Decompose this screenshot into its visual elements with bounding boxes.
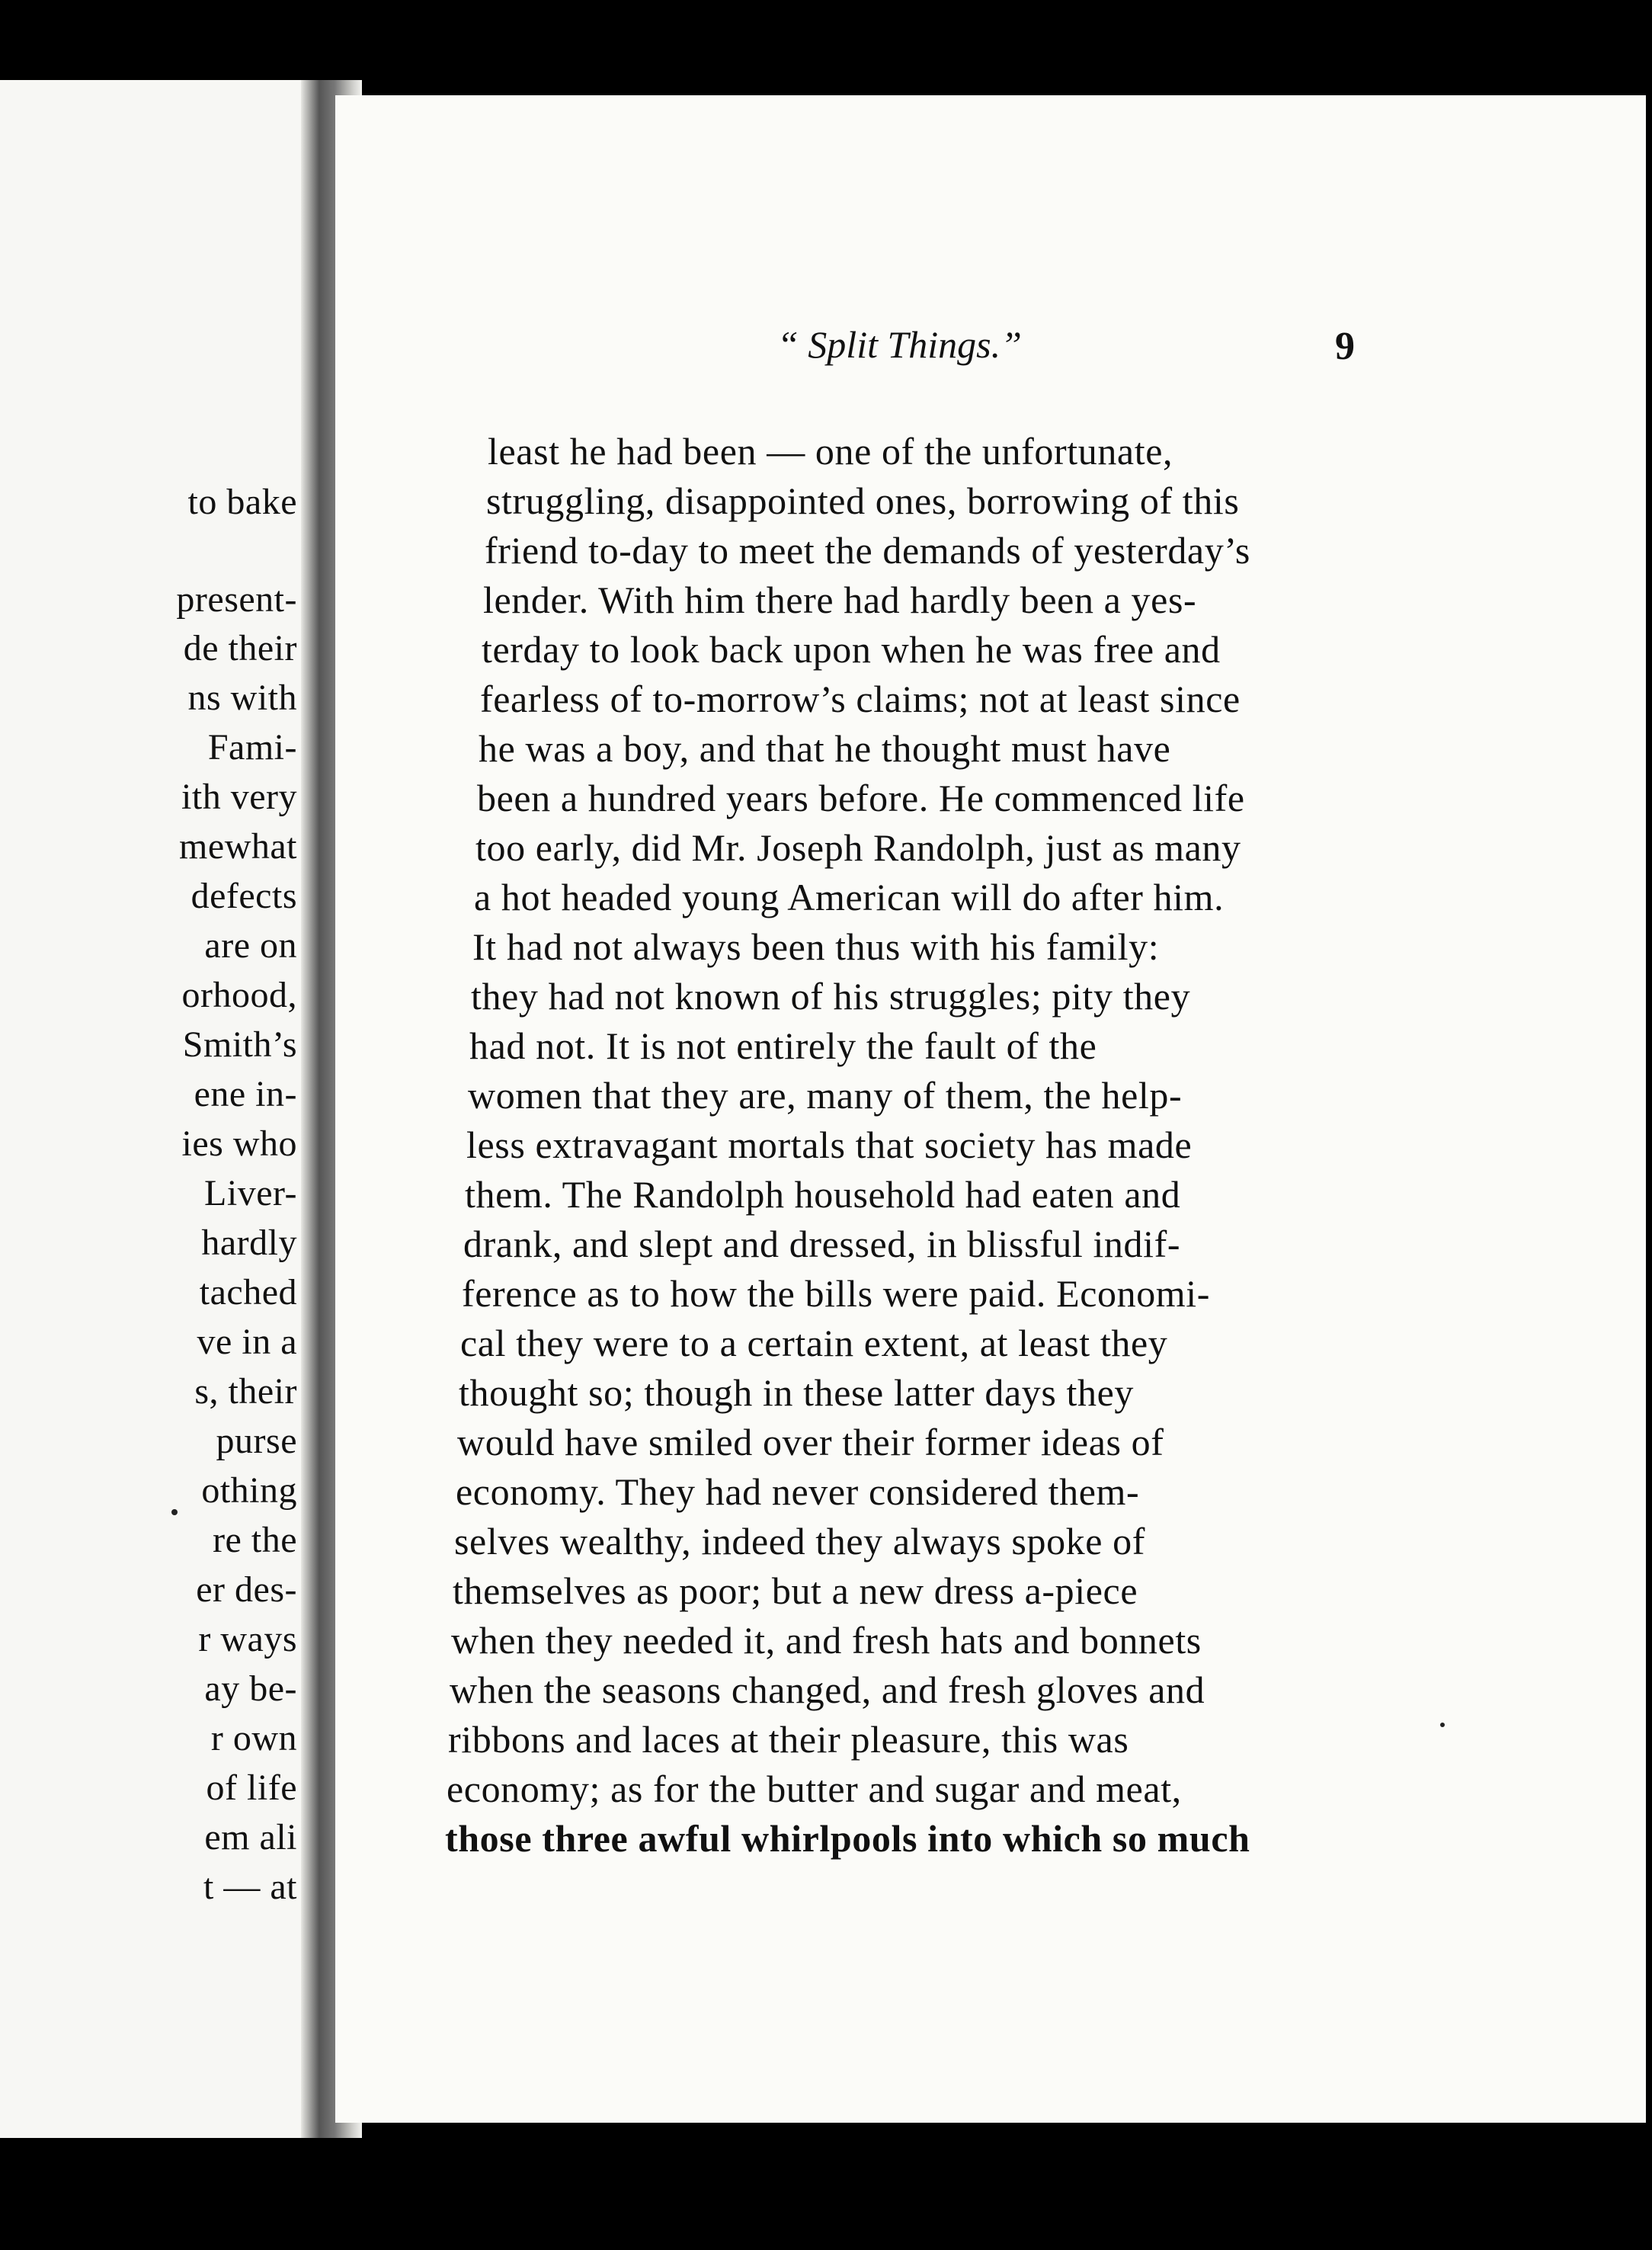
left-line: r own <box>210 1718 297 1758</box>
text-line: them. The Randolph household had eaten and <box>465 1173 1181 1216</box>
text-line: drank, and slept and dressed, in blissful indif- <box>463 1223 1181 1265</box>
text-line: struggling, disappointed ones, borrowing of this <box>486 479 1240 522</box>
text-line: lender. With him there had hardly been a yes- <box>483 579 1197 621</box>
left-line: ith very <box>181 777 297 817</box>
left-line: othing <box>201 1470 297 1511</box>
text-line: economy; as for the butter and sugar and meat, <box>447 1768 1182 1810</box>
left-line: ns with <box>187 678 297 718</box>
ink-speck <box>1440 1723 1445 1727</box>
text-line: selves wealthy, indeed they always spoke of <box>454 1520 1146 1562</box>
text-line: thought so; though in these latter days they <box>459 1371 1134 1414</box>
left-line: ve in a <box>197 1322 297 1362</box>
text-line: friend to-day to meet the demands of yesterday’s <box>485 529 1250 572</box>
running-head: “ Split Things.” <box>777 323 1022 366</box>
left-line: are on <box>204 925 297 966</box>
text-line: women that they are, many of them, the help- <box>468 1074 1183 1117</box>
left-line: Liver- <box>204 1173 297 1213</box>
left-line: em ali <box>204 1817 297 1857</box>
text-line: a hot headed young American will do after him. <box>474 876 1225 918</box>
text-line: least he had been — one of the unfortunate, <box>488 430 1173 473</box>
text-line: had not. It is not entirely the fault of the <box>469 1024 1097 1067</box>
left-line: present- <box>176 579 297 620</box>
left-line: re the <box>213 1520 297 1560</box>
left-line: tached <box>199 1272 297 1312</box>
text-line: been a hundred years before. He commenced life <box>477 777 1245 819</box>
text-line: would have smiled over their former ideas of <box>457 1421 1164 1463</box>
text-line: less extravagant mortals that society has made <box>466 1123 1193 1166</box>
left-line: ay be- <box>204 1668 297 1709</box>
left-line: de their <box>183 628 297 668</box>
left-line: Smith’s <box>182 1024 297 1065</box>
left-line: to bake <box>187 482 297 522</box>
left-line: orhood, <box>181 975 297 1015</box>
left-line: t — at <box>203 1867 297 1907</box>
left-line: Fami- <box>207 727 297 768</box>
left-line: s, their <box>194 1371 297 1412</box>
text-line: fearless of to-morrow’s claims; not at least since <box>480 678 1241 720</box>
text-line: It had not always been thus with his family: <box>472 925 1160 968</box>
left-line: r ways <box>198 1619 297 1659</box>
text-line: when the seasons changed, and fresh gloves and <box>450 1668 1205 1711</box>
text-line: ference as to how the bills were paid. Economi- <box>462 1272 1211 1315</box>
text-line: they had not known of his struggles; pity they <box>471 975 1191 1018</box>
text-line: themselves as poor; but a new dress a-piece <box>453 1569 1138 1612</box>
left-line: ene in- <box>194 1074 297 1114</box>
text-line: when they needed it, and fresh hats and bonnets <box>451 1619 1202 1662</box>
left-line: of life <box>206 1768 297 1808</box>
right-page <box>335 95 1646 2123</box>
page-number: 9 <box>1335 325 1355 368</box>
text-line: economy. They had never considered them- <box>456 1470 1140 1513</box>
left-line: hardly <box>201 1223 297 1263</box>
text-line: too early, did Mr. Joseph Randolph, just as many <box>475 826 1241 869</box>
ink-speck <box>171 1509 178 1515</box>
left-line: mewhat <box>179 826 297 867</box>
left-line: er des- <box>196 1569 297 1610</box>
left-page <box>0 80 320 2138</box>
left-line: ies who <box>181 1123 297 1164</box>
text-line: ribbons and laces at their pleasure, this was <box>448 1718 1129 1761</box>
text-line: he was a boy, and that he thought must have <box>479 727 1171 770</box>
text-line: those three awful whirlpools into which so much <box>445 1817 1250 1860</box>
text-line: cal they were to a certain extent, at least they <box>460 1322 1168 1364</box>
left-line: purse <box>216 1421 297 1461</box>
left-line: defects <box>190 876 297 916</box>
text-line: terday to look back upon when he was free and <box>482 628 1221 671</box>
